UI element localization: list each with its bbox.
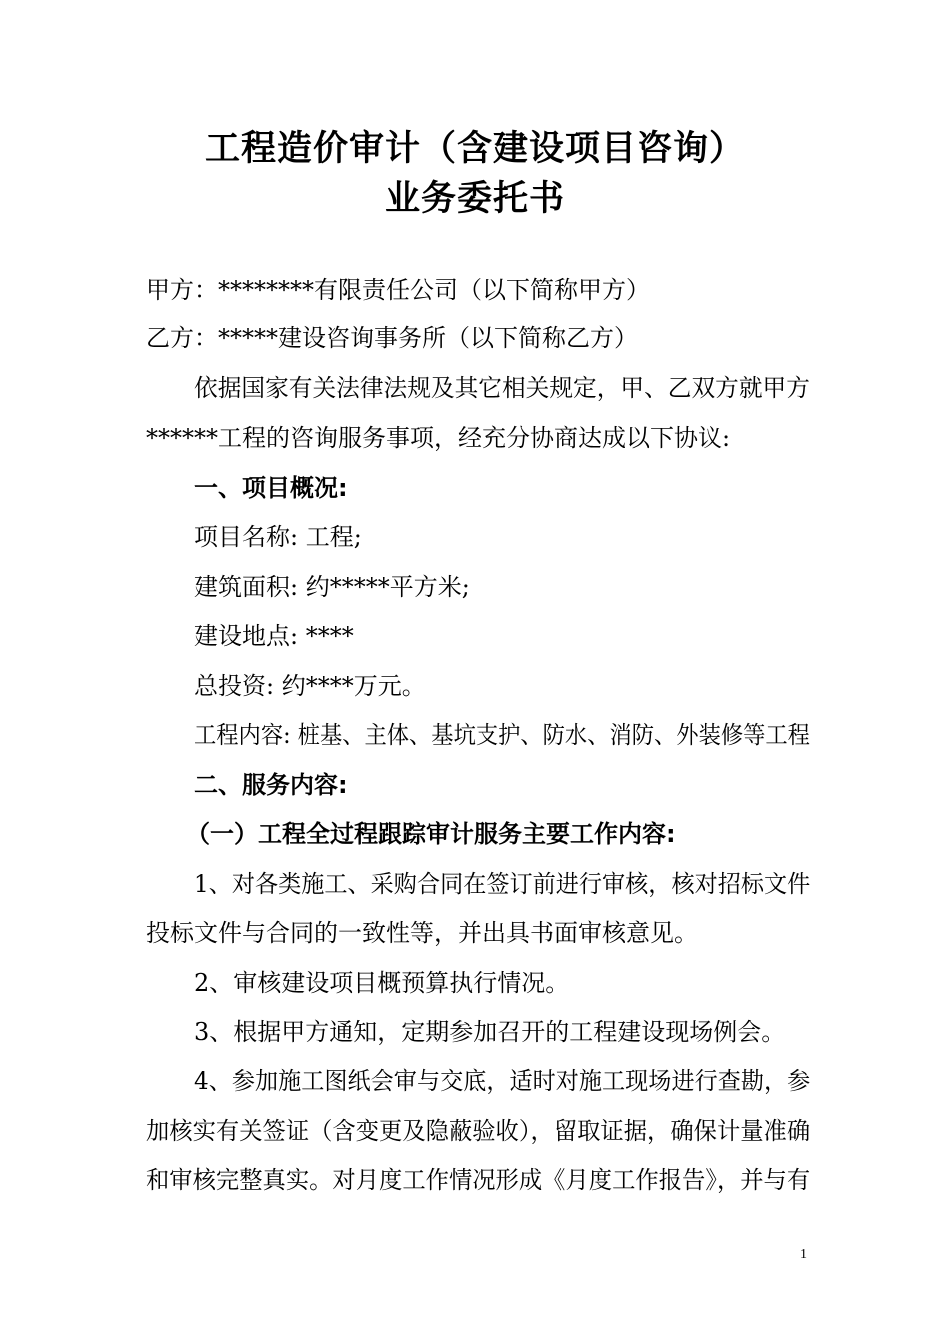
- location-line: 建设地点: ****: [194, 622, 354, 650]
- item4-line3: 和审核完整真实。对月度工作情况形成《月度工作报告》，并与有: [146, 1166, 811, 1194]
- item3-line: 3、根据甲方通知，定期参加召开的工程建设现场例会。: [194, 1018, 786, 1046]
- item1-line1: 1、对各类施工、采购合同在签订前进行审核，核对招标文件: [194, 870, 811, 898]
- scope-line: 工程内容: 桩基、主体、基坑支护、防水、消防、外装修等工程: [194, 721, 810, 749]
- party-b-line: 乙方：*****建设咨询事务所（以下简称乙方）: [146, 324, 638, 352]
- item2-line: 2、审核建设项目概预算执行情况。: [194, 969, 570, 997]
- section2-heading: 二、服务内容:: [194, 771, 348, 799]
- total-investment-line: 总投资: 约****万元。: [194, 672, 426, 700]
- party-a-line: 甲方：********有限责任公司（以下简称甲方）: [146, 276, 650, 304]
- intro-paragraph-line2: ******工程的咨询服务事项，经充分协商达成以下协议:: [146, 424, 731, 452]
- item4-line2: 加核实有关签证（含变更及隐蔽验收），留取证据，确保计量准确: [146, 1117, 811, 1145]
- page-number: 1: [800, 1247, 807, 1262]
- section1-heading: 一、项目概况:: [194, 474, 348, 502]
- building-area-line: 建筑面积: 约*****平方米;: [194, 573, 470, 601]
- subsection1-heading: （一）工程全过程跟踪审计服务主要工作内容:: [186, 820, 676, 848]
- item1-line2: 投标文件与合同的一致性等，并出具书面审核意见。: [146, 919, 698, 947]
- intro-paragraph-line1: 依据国家有关法律法规及其它相关规定，甲、乙双方就甲方: [194, 374, 810, 402]
- project-name-line: 项目名称: 工程;: [194, 523, 362, 551]
- document-title-line1: 工程造价审计（含建设项目咨询）: [204, 129, 745, 169]
- document-title-line2: 业务委托书: [384, 179, 565, 219]
- item4-line1: 4、参加施工图纸会审与交底，适时对施工现场进行查勘，参: [194, 1067, 811, 1095]
